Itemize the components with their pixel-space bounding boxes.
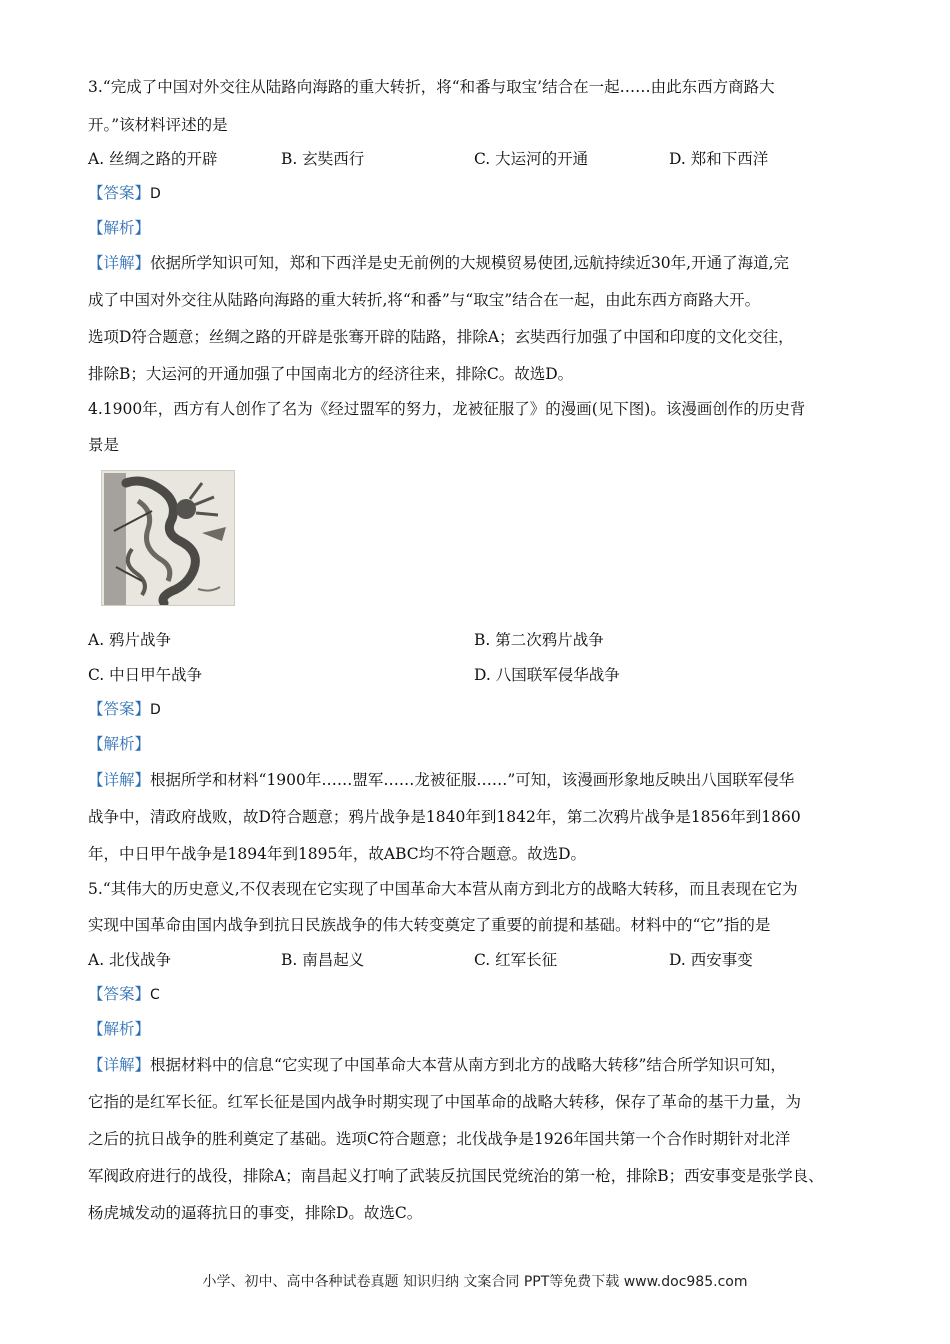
q4-detail-tag: 【详解】 [88, 771, 151, 789]
q3-analysis-tag: 【解析】 [88, 219, 151, 237]
q4-option-a: A. 鸦片战争 [88, 631, 172, 649]
q5-stem-line1: 5.“其伟大的历史意义,不仅表现在它实现了中国革命大本营从南方到北方的战略大转移，而且表现在它为 [88, 880, 798, 898]
q4-option-d: D. 八国联军侵华战争 [474, 666, 620, 684]
q4-analysis-tag: 【解析】 [88, 735, 151, 753]
q3-option-a: A. 丝绸之路的开辟 [88, 150, 218, 168]
q3-answer-tag: 【答案】 [88, 184, 151, 202]
q3-answer-value: D [150, 186, 161, 202]
q3-detail-line2: 成了中国对外交往从陆路向海路的重大转折,将“和番”与“取宝”结合在一起，由此东西方商路大开。 [88, 291, 761, 309]
q3-detail-line4: 排除B；大运河的开通加强了中国南北方的经济往来，排除C。故选D。 [88, 365, 574, 383]
q4-detail-line3: 年，中日甲午战争是1894年到1895年，故ABC均不符合题意。故选D。 [88, 845, 587, 863]
page-footer: 小学、初中、高中各种试卷真题 知识归纳 文案合同 PPT等免费下载 www.doc985.com [202, 1274, 748, 1290]
q3-detail-line3: 选项D符合题意；丝绸之路的开辟是张骞开辟的陆路，排除A；玄奘西行加强了中国和印度的文化交往， [88, 328, 794, 346]
q5-detail-line4: 军阀政府进行的战役，排除A；南昌起义打响了武装反抗国民党统治的第一枪，排除B；西安事变是张学良、 [88, 1167, 824, 1185]
q5-answer-value: C [150, 987, 160, 1003]
q3-stem-line2: 开。”该材料评述的是 [88, 116, 228, 134]
q5-analysis-tag: 【解析】 [88, 1020, 151, 1038]
q3-option-b: B. 玄奘西行 [281, 150, 365, 168]
q3-detail-text1: 依据所学知识可知，郑和下西洋是史无前例的大规模贸易使团,远航持续近30年,开通了海道,完 [150, 254, 790, 272]
q4-stem-line1: 4.1900年，西方有人创作了名为《经过盟军的努力，龙被征服了》的漫画(见下图)。该漫画创作的历史背 [88, 400, 806, 418]
q4-detail-line2: 战争中，清政府战败，故D符合题意；鸦片战争是1840年到1842年，第二次鸦片战争是1856年到1860 [88, 808, 801, 826]
q4-option-c: C. 中日甲午战争 [88, 666, 203, 684]
q5-detail-line2: 它指的是红军长征。红军长征是国内战争时期实现了中国革命的战略大转移，保存了革命的基干力量，为 [88, 1093, 802, 1111]
q4-detail-text1: 根据所学和材料“1900年……盟军……龙被征服……”可知，该漫画形象地反映出八国联军侵华 [150, 771, 795, 789]
q4-answer-line [88, 699, 161, 720]
q3-answer-line [88, 183, 161, 204]
q3-detail-tag: 【详解】 [88, 254, 151, 272]
q5-option-d: D. 西安事变 [669, 951, 753, 969]
q5-detail-line5: 杨虎城发动的逼蒋抗日的事变，排除D。故选C。 [88, 1204, 423, 1222]
q5-option-c: C. 红军长征 [474, 951, 558, 969]
dragon-cartoon-drawing [102, 471, 235, 606]
q3-option-c: C. 大运河的开通 [474, 150, 589, 168]
dragon-cartoon-image [101, 470, 235, 606]
q5-detail-tag: 【详解】 [88, 1056, 151, 1074]
q5-detail-line1 [88, 1055, 786, 1075]
q5-stem-line2: 实现中国革命由国内战争到抗日民族战争的伟大转变奠定了重要的前提和基础。材料中的“它”指的是 [88, 916, 771, 934]
q5-option-b: B. 南昌起义 [281, 951, 365, 969]
q5-detail-text1: 根据材料中的信息“它实现了中国革命大本营从南方到北方的战略大转移”结合所学知识可知， [150, 1056, 786, 1074]
q3-detail-line1 [88, 253, 789, 273]
q4-answer-value: D [150, 702, 161, 718]
q3-option-d: D. 郑和下西洋 [669, 150, 769, 168]
q5-option-a: A. 北伐战争 [88, 951, 172, 969]
q5-detail-line3: 之后的抗日战争的胜利奠定了基础。选项C符合题意；北伐战争是1926年国共第一个合作时期针对北洋 [88, 1130, 791, 1148]
q4-option-b: B. 第二次鸦片战争 [474, 631, 604, 649]
q5-answer-line [88, 984, 160, 1005]
q5-answer-tag: 【答案】 [88, 985, 151, 1003]
q4-answer-tag: 【答案】 [88, 700, 151, 718]
q4-stem-line2: 景是 [88, 436, 120, 454]
q4-detail-line1 [88, 770, 794, 790]
q3-stem-line1: 3.“完成了中国对外交往从陆路向海路的重大转折，将“和番与取宝’结合在一起……由此东西方商路大 [88, 78, 775, 96]
